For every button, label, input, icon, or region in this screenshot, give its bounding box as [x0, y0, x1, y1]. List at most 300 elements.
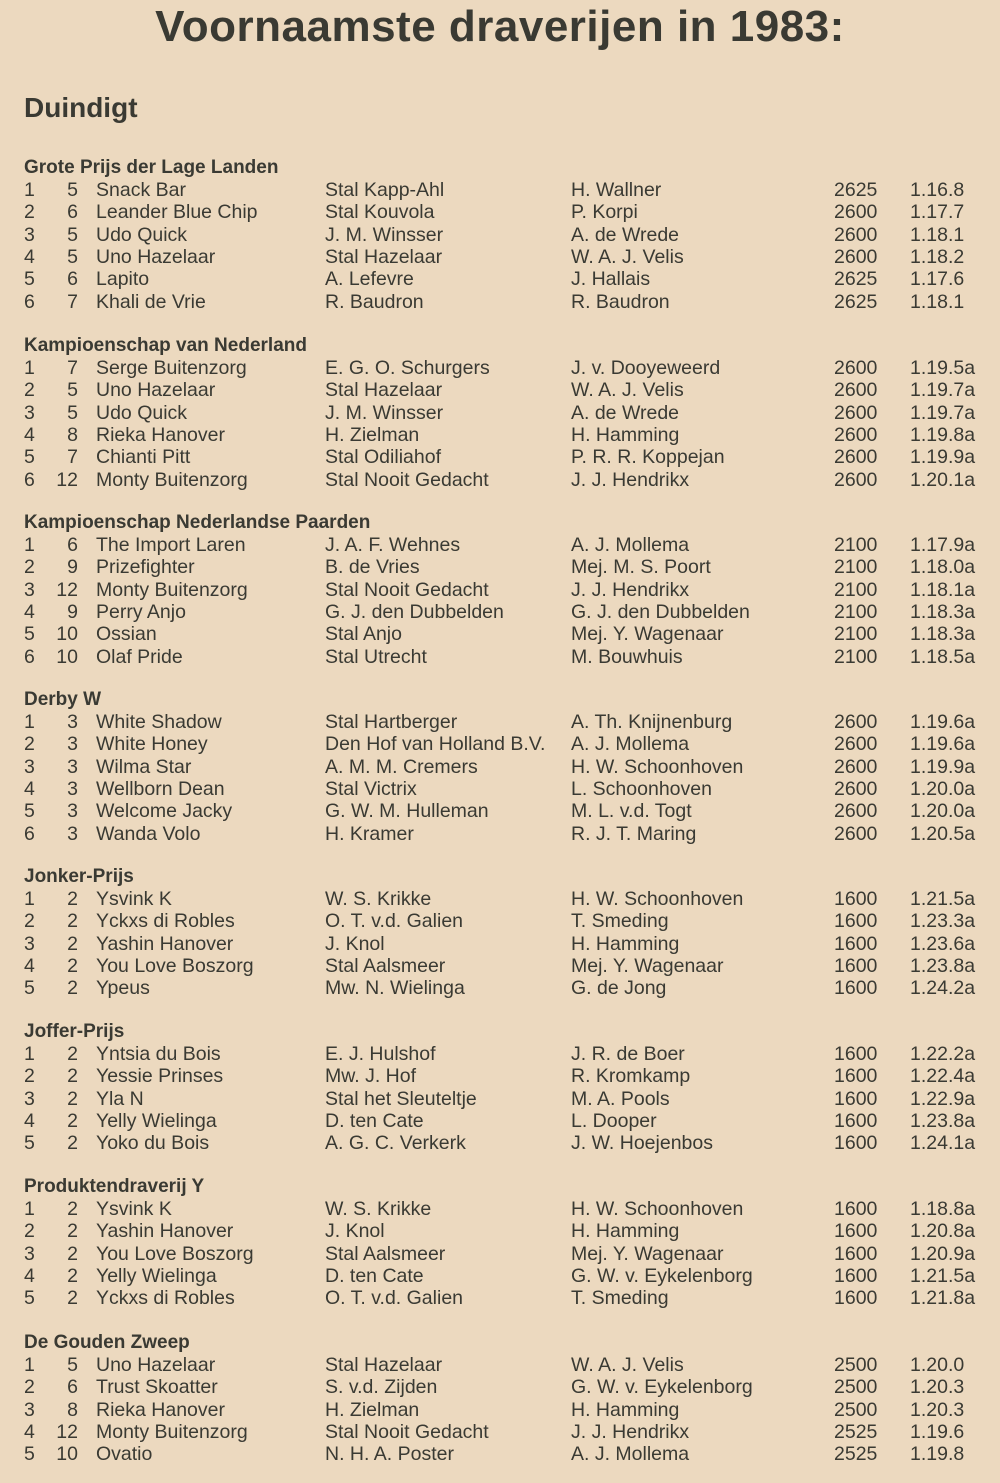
driver: H. Hamming	[571, 932, 680, 955]
driver: J. J. Hendrikx	[571, 578, 690, 601]
result-row	[0, 446, 1000, 468]
driver: P. R. R. Koppejan	[571, 446, 725, 469]
distance: 2600	[834, 379, 878, 402]
section-title: Grote Prijs der Lage Landen	[24, 157, 279, 178]
result-row	[0, 933, 1000, 955]
result-row	[0, 1287, 1000, 1309]
owner: Den Hof van Holland B.V.	[325, 733, 546, 756]
owner: D. ten Cate	[325, 1109, 424, 1132]
number: 3	[67, 777, 78, 800]
horse-name: Olaf Pride	[96, 645, 183, 668]
section-title: Derby W	[24, 689, 102, 710]
time: 1.19.6a	[910, 711, 976, 733]
driver: M. L. v.d. Togt	[571, 800, 692, 823]
time: 1.24.1a	[910, 1132, 976, 1155]
position: 3	[24, 1398, 35, 1421]
result-row	[0, 1243, 1000, 1265]
driver: A. J. Mollema	[571, 534, 690, 556]
owner: E. J. Hulshof	[325, 1043, 436, 1065]
driver: H. Hamming	[571, 423, 680, 446]
number: 2	[67, 1132, 78, 1155]
horse-name: Uno Hazelaar	[96, 245, 216, 268]
result-row	[0, 424, 1000, 446]
position: 4	[24, 1420, 35, 1443]
time: 1.22.2a	[910, 1043, 976, 1065]
driver: J. Hallais	[571, 268, 651, 291]
time: 1.20.3	[910, 1376, 965, 1399]
number: 6	[67, 1376, 78, 1399]
horse-name: Ossian	[96, 623, 157, 646]
number: 5	[67, 1354, 78, 1376]
driver: G. de Jong	[571, 977, 667, 1000]
time: 1.17.6	[910, 268, 965, 291]
position: 5	[24, 1287, 35, 1310]
owner: E. G. O. Schurgers	[325, 357, 490, 379]
time: 1.22.4a	[910, 1065, 976, 1088]
time: 1.21.5a	[910, 888, 976, 910]
position: 3	[24, 578, 35, 601]
position: 1	[24, 1354, 35, 1376]
distance: 2100	[834, 578, 878, 601]
result-row	[0, 778, 1000, 800]
owner: Stal Kouvola	[325, 201, 435, 224]
time: 1.18.2	[910, 245, 965, 268]
time: 1.23.6a	[910, 932, 976, 955]
result-row	[0, 268, 1000, 290]
driver: G. W. v. Eykelenborg	[571, 1264, 753, 1287]
distance: 2500	[834, 1376, 878, 1399]
driver: G. W. v. Eykelenborg	[571, 1376, 753, 1399]
result-row	[0, 1265, 1000, 1287]
position: 2	[24, 1376, 35, 1399]
distance: 2600	[834, 245, 878, 268]
number: 8	[67, 1398, 78, 1421]
owner: Mw. N. Wielinga	[325, 977, 465, 1000]
driver: M. A. Pools	[571, 1087, 670, 1110]
position: 1	[24, 1198, 35, 1220]
horse-name: Udo Quick	[96, 223, 188, 246]
result-row	[0, 579, 1000, 601]
horse-name: Rieka Hanover	[96, 423, 225, 446]
horse-name: You Love Boszorg	[96, 954, 254, 977]
driver: H. Hamming	[571, 1220, 680, 1243]
position: 4	[24, 1109, 35, 1132]
distance: 2525	[834, 1420, 878, 1443]
position: 3	[24, 755, 35, 778]
driver: L. Dooper	[571, 1109, 657, 1132]
distance: 2500	[834, 1354, 878, 1376]
number: 6	[67, 534, 78, 556]
time: 1.17.7	[910, 201, 965, 224]
horse-name: Khali de Vrie	[96, 290, 206, 313]
result-row	[0, 977, 1000, 999]
result-row	[0, 469, 1000, 491]
driver: W. A. J. Velis	[571, 1354, 684, 1376]
owner: G. J. den Dubbelden	[325, 600, 504, 623]
number: 2	[67, 1043, 78, 1065]
distance: 2600	[834, 468, 878, 491]
distance: 2525	[834, 1443, 878, 1466]
distance: 2100	[834, 600, 878, 623]
driver: Mej. Y. Wagenaar	[571, 623, 724, 646]
horse-name: Perry Anjo	[96, 600, 186, 623]
owner: D. ten Cate	[325, 1264, 424, 1287]
driver: R. Baudron	[571, 290, 670, 313]
result-row	[0, 1065, 1000, 1087]
position: 1	[24, 179, 35, 201]
position: 4	[24, 954, 35, 977]
number: 2	[67, 932, 78, 955]
number: 2	[67, 1198, 78, 1220]
horse-name: Prizefighter	[96, 556, 195, 579]
number: 3	[67, 755, 78, 778]
distance: 1600	[834, 977, 878, 1000]
driver: W. A. J. Velis	[571, 379, 684, 402]
horse-name: Yelly Wielinga	[96, 1264, 217, 1287]
horse-name: Welcome Jacky	[96, 800, 233, 823]
number: 12	[56, 578, 78, 601]
position: 4	[24, 600, 35, 623]
distance: 1600	[834, 1109, 878, 1132]
time: 1.20.3	[910, 1398, 965, 1421]
driver: P. Korpi	[571, 201, 638, 224]
time: 1.23.8a	[910, 954, 976, 977]
horse-name: Snack Bar	[96, 179, 186, 201]
result-row	[0, 711, 1000, 733]
number: 2	[67, 1087, 78, 1110]
time: 1.20.9a	[910, 1242, 976, 1265]
result-row	[0, 291, 1000, 313]
position: 5	[24, 623, 35, 646]
position: 2	[24, 201, 35, 224]
distance: 2600	[834, 201, 878, 224]
distance: 2600	[834, 733, 878, 756]
result-row	[0, 1376, 1000, 1398]
number: 3	[67, 711, 78, 733]
result-row	[0, 823, 1000, 845]
result-row	[0, 1088, 1000, 1110]
number: 2	[67, 977, 78, 1000]
owner: Mw. J. Hof	[325, 1065, 417, 1088]
horse-name: Yntsia du Bois	[96, 1043, 221, 1065]
owner: J. A. F. Wehnes	[325, 534, 461, 556]
horse-name: Yla N	[96, 1087, 144, 1110]
distance: 2600	[834, 711, 878, 733]
horse-name: White Shadow	[96, 711, 222, 733]
driver: R. Kromkamp	[571, 1065, 691, 1088]
horse-name: Ysvink K	[96, 1198, 172, 1220]
distance: 1600	[834, 1220, 878, 1243]
number: 3	[67, 800, 78, 823]
horse-name: Monty Buitenzorg	[96, 1420, 248, 1443]
distance: 1600	[834, 1087, 878, 1110]
owner: Stal Victrix	[325, 777, 417, 800]
owner: W. S. Krikke	[325, 888, 432, 910]
position: 4	[24, 245, 35, 268]
number: 2	[67, 954, 78, 977]
time: 1.16.8	[910, 179, 965, 201]
position: 6	[24, 822, 35, 845]
time: 1.20.8a	[910, 1220, 976, 1243]
time: 1.23.8a	[910, 1109, 976, 1132]
driver: Mej. Y. Wagenaar	[571, 1242, 724, 1265]
position: 4	[24, 1264, 35, 1287]
owner: S. v.d. Zijden	[325, 1376, 438, 1399]
owner: N. H. A. Poster	[325, 1443, 454, 1466]
owner: J. M. Winsser	[325, 223, 444, 246]
driver: L. Schoonhoven	[571, 777, 712, 800]
time: 1.19.8a	[910, 423, 976, 446]
time: 1.20.0	[910, 1354, 965, 1376]
result-row	[0, 224, 1000, 246]
result-row	[0, 1132, 1000, 1154]
number: 7	[67, 446, 78, 469]
owner: H. Kramer	[325, 822, 414, 845]
time: 1.23.3a	[910, 910, 976, 933]
number: 10	[56, 623, 78, 646]
horse-name: Serge Buitenzorg	[96, 357, 247, 379]
result-row	[0, 756, 1000, 778]
section-title: Kampioenschap Nederlandse Paarden	[24, 512, 371, 533]
owner: Stal Utrecht	[325, 645, 427, 668]
horse-name: Udo Quick	[96, 401, 188, 424]
distance: 2600	[834, 423, 878, 446]
result-row	[0, 1220, 1000, 1242]
number: 2	[67, 888, 78, 910]
time: 1.17.9a	[910, 534, 976, 556]
driver: T. Smeding	[571, 910, 669, 933]
horse-name: Yoko du Bois	[96, 1132, 210, 1155]
time: 1.21.8a	[910, 1287, 976, 1310]
result-row	[0, 402, 1000, 424]
venue-heading: Duindigt	[24, 92, 138, 123]
owner: J. M. Winsser	[325, 401, 444, 424]
owner: R. Baudron	[325, 290, 424, 313]
result-row	[0, 1198, 1000, 1220]
position: 4	[24, 777, 35, 800]
section-title: Kampioenschap van Nederland	[24, 335, 307, 356]
position: 4	[24, 423, 35, 446]
result-row	[0, 800, 1000, 822]
number: 5	[67, 245, 78, 268]
distance: 2600	[834, 401, 878, 424]
time: 1.21.5a	[910, 1264, 976, 1287]
owner: A. Lefevre	[325, 268, 414, 291]
result-row	[0, 1421, 1000, 1443]
owner: Stal Hazelaar	[325, 1354, 443, 1376]
position: 6	[24, 645, 35, 668]
time: 1.19.5a	[910, 357, 976, 379]
owner: Stal het Sleuteltje	[325, 1087, 477, 1110]
distance: 1600	[834, 1065, 878, 1088]
driver: W. A. J. Velis	[571, 245, 684, 268]
horse-name: Yckxs di Robles	[96, 1287, 235, 1310]
time: 1.20.0a	[910, 800, 976, 823]
position: 1	[24, 534, 35, 556]
driver: A. J. Mollema	[571, 1443, 690, 1466]
distance: 2625	[834, 179, 878, 201]
result-row	[0, 246, 1000, 268]
distance: 1600	[834, 954, 878, 977]
horse-name: Yelly Wielinga	[96, 1109, 217, 1132]
position: 2	[24, 1220, 35, 1243]
time: 1.18.1a	[910, 578, 976, 601]
number: 5	[67, 223, 78, 246]
driver: J. W. Hoejenbos	[571, 1132, 713, 1155]
number: 2	[67, 1109, 78, 1132]
owner: G. W. M. Hulleman	[325, 800, 489, 823]
distance: 2625	[834, 290, 878, 313]
time: 1.19.6	[910, 1420, 965, 1443]
result-row	[0, 1110, 1000, 1132]
position: 3	[24, 1087, 35, 1110]
number: 3	[67, 822, 78, 845]
time: 1.19.7a	[910, 379, 976, 402]
horse-name: Lapito	[96, 268, 150, 291]
distance: 2100	[834, 623, 878, 646]
result-row	[0, 357, 1000, 379]
position: 5	[24, 1132, 35, 1155]
number: 2	[67, 1287, 78, 1310]
result-row	[0, 179, 1000, 201]
distance: 1600	[834, 1132, 878, 1155]
owner: O. T. v.d. Galien	[325, 910, 464, 933]
result-row	[0, 646, 1000, 668]
driver: H. W. Schoonhoven	[571, 755, 744, 778]
owner: Stal Aalsmeer	[325, 954, 446, 977]
position: 1	[24, 1043, 35, 1065]
owner: O. T. v.d. Galien	[325, 1287, 464, 1310]
driver: H. Hamming	[571, 1398, 680, 1421]
position: 5	[24, 977, 35, 1000]
distance: 2600	[834, 223, 878, 246]
position: 3	[24, 1242, 35, 1265]
owner: J. Knol	[325, 932, 385, 955]
position: 5	[24, 1443, 35, 1466]
result-row	[0, 1354, 1000, 1376]
distance: 2600	[834, 777, 878, 800]
result-row	[0, 534, 1000, 556]
position: 2	[24, 556, 35, 579]
position: 2	[24, 910, 35, 933]
number: 2	[67, 1220, 78, 1243]
time: 1.19.7a	[910, 401, 976, 424]
horse-name: Monty Buitenzorg	[96, 578, 248, 601]
distance: 2500	[834, 1398, 878, 1421]
time: 1.18.5a	[910, 645, 976, 668]
owner: Stal Hartberger	[325, 711, 458, 733]
driver: T. Smeding	[571, 1287, 669, 1310]
time: 1.19.6a	[910, 733, 976, 756]
distance: 1600	[834, 1198, 878, 1220]
number: 9	[67, 556, 78, 579]
distance: 1600	[834, 910, 878, 933]
horse-name: White Honey	[96, 733, 208, 756]
distance: 2100	[834, 534, 878, 556]
owner: Stal Anjo	[325, 623, 402, 646]
horse-name: Yashin Hanover	[96, 932, 234, 955]
page-title: Voornaamste draverijen in 1983:	[155, 2, 845, 51]
section-title: De Gouden Zweep	[24, 1332, 190, 1353]
time: 1.19.9a	[910, 446, 976, 469]
horse-name: Uno Hazelaar	[96, 1354, 216, 1376]
position: 2	[24, 379, 35, 402]
position: 6	[24, 290, 35, 313]
distance: 1600	[834, 888, 878, 910]
section-title: Produktendraverij Y	[24, 1176, 205, 1197]
position: 3	[24, 401, 35, 424]
number: 5	[67, 379, 78, 402]
result-row	[0, 1443, 1000, 1465]
distance: 2600	[834, 357, 878, 379]
horse-name: The Import Laren	[96, 534, 246, 556]
time: 1.18.1	[910, 290, 965, 313]
number: 5	[67, 401, 78, 424]
time: 1.18.3a	[910, 600, 976, 623]
owner: Stal Nooit Gedacht	[325, 468, 489, 491]
horse-name: Ysvink K	[96, 888, 172, 910]
driver: A. Th. Knijnenburg	[571, 711, 733, 733]
distance: 1600	[834, 1287, 878, 1310]
driver: M. Bouwhuis	[571, 645, 683, 668]
owner: A. M. M. Cremers	[325, 755, 478, 778]
horse-name: Wilma Star	[96, 755, 192, 778]
position: 3	[24, 223, 35, 246]
horse-name: Monty Buitenzorg	[96, 468, 248, 491]
driver: J. J. Hendrikx	[571, 1420, 690, 1443]
distance: 2100	[834, 645, 878, 668]
distance: 1600	[834, 932, 878, 955]
distance: 1600	[834, 1043, 878, 1065]
number: 9	[67, 600, 78, 623]
driver: J. v. Dooyeweerd	[571, 357, 721, 379]
driver: Mej. Y. Wagenaar	[571, 954, 724, 977]
horse-name: Rieka Hanover	[96, 1398, 225, 1421]
time: 1.20.5a	[910, 822, 976, 845]
result-row	[0, 955, 1000, 977]
time: 1.18.1	[910, 223, 965, 246]
owner: Stal Nooit Gedacht	[325, 1420, 489, 1443]
time: 1.22.9a	[910, 1087, 976, 1110]
section-title: Jonker-Prijs	[24, 866, 134, 887]
distance: 2100	[834, 556, 878, 579]
number: 6	[67, 201, 78, 224]
driver: R. J. T. Maring	[571, 822, 697, 845]
result-row	[0, 201, 1000, 223]
result-row	[0, 1043, 1000, 1065]
owner: Stal Odiliahof	[325, 446, 441, 469]
position: 2	[24, 733, 35, 756]
driver: G. J. den Dubbelden	[571, 600, 750, 623]
number: 7	[67, 357, 78, 379]
number: 12	[56, 1420, 78, 1443]
horse-name: Ovatio	[96, 1443, 153, 1466]
driver: Mej. M. S. Poort	[571, 556, 711, 579]
driver: J. R. de Boer	[571, 1043, 685, 1065]
time: 1.20.0a	[910, 777, 976, 800]
owner: Stal Aalsmeer	[325, 1242, 446, 1265]
time: 1.18.3a	[910, 623, 976, 646]
number: 8	[67, 423, 78, 446]
result-row	[0, 1399, 1000, 1421]
number: 2	[67, 1065, 78, 1088]
time: 1.20.1a	[910, 468, 976, 491]
distance: 2600	[834, 822, 878, 845]
horse-name: Yashin Hanover	[96, 1220, 234, 1243]
result-row	[0, 733, 1000, 755]
driver: A. J. Mollema	[571, 733, 690, 756]
section-title: Joffer-Prijs	[24, 1021, 125, 1042]
